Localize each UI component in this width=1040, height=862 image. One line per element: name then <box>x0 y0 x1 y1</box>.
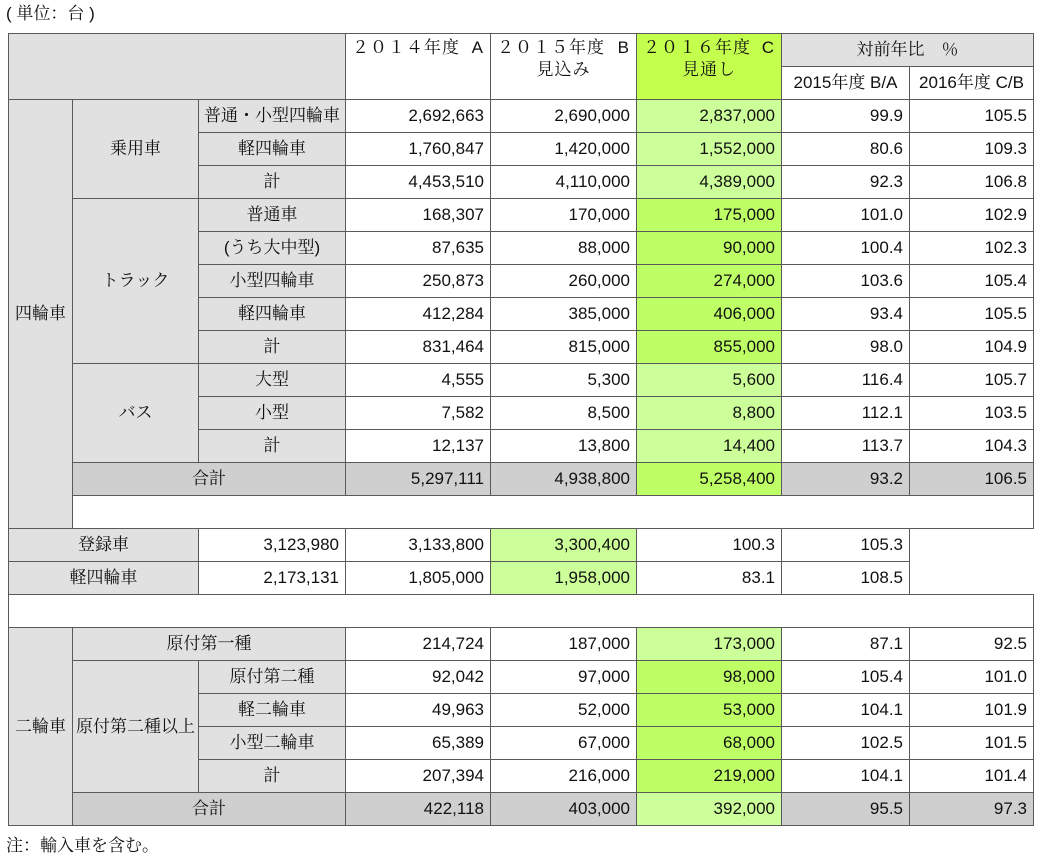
cell-ratio-cb: 105.5 <box>910 100 1034 133</box>
cell-2015: 403,000 <box>491 793 637 826</box>
cell-2015: 1,805,000 <box>346 562 491 595</box>
cell-ratio-ba: 104.1 <box>782 760 910 793</box>
group-bus: バス <box>73 364 199 463</box>
cell-ratio-ba: 113.7 <box>782 430 910 463</box>
cell-2016: 5,600 <box>637 364 782 397</box>
table-row <box>9 628 1034 661</box>
cell-ratio-ba: 104.1 <box>782 694 910 727</box>
spacer-row <box>9 496 1034 529</box>
section-spacer-row <box>9 595 1034 628</box>
header-2014-letter: A <box>471 38 484 57</box>
production-outlook-table <box>8 33 1034 826</box>
cell-2016: 14,400 <box>637 430 782 463</box>
cell-2014: 422,118 <box>346 793 491 826</box>
group-four-wheel: 四輪車 <box>9 100 73 529</box>
cell-ratio-cb: 105.4 <box>910 265 1034 298</box>
table-row <box>9 199 1034 232</box>
cell-ratio-ba: 93.4 <box>782 298 910 331</box>
cell-2015: 815,000 <box>491 331 637 364</box>
cell-2016: 1,958,000 <box>491 562 637 595</box>
table-row <box>9 529 1034 562</box>
row-label: 軽四輪車 <box>9 562 199 595</box>
header-2016-letter: C <box>761 38 775 57</box>
cell-ratio-cb: 105.7 <box>910 364 1034 397</box>
cell-ratio-ba: 93.2 <box>782 463 910 496</box>
cell-ratio-ba: 101.0 <box>782 199 910 232</box>
cell-ratio-cb: 104.9 <box>910 331 1034 364</box>
cell-2014: 207,394 <box>346 760 491 793</box>
cell-2015: 4,110,000 <box>491 166 637 199</box>
cell-2016: 1,552,000 <box>637 133 782 166</box>
header-ratio-cb: 2016年度 C/B <box>910 67 1034 100</box>
header-blank <box>9 34 346 100</box>
table-row-total <box>9 463 1034 496</box>
row-label: 合計 <box>73 463 346 496</box>
cell-2015: 52,000 <box>491 694 637 727</box>
cell-2014: 1,760,847 <box>346 133 491 166</box>
header-2016 <box>637 34 782 100</box>
table-row-total <box>9 793 1034 826</box>
cell-2015: 97,000 <box>491 661 637 694</box>
cell-ratio-ba: 98.0 <box>782 331 910 364</box>
cell-2016: 406,000 <box>637 298 782 331</box>
cell-2014: 92,042 <box>346 661 491 694</box>
cell-ratio-cb: 106.8 <box>910 166 1034 199</box>
cell-2016: 274,000 <box>637 265 782 298</box>
row-label: 計 <box>199 430 346 463</box>
cell-ratio-ba: 83.1 <box>637 562 782 595</box>
cell-ratio-ba: 80.6 <box>782 133 910 166</box>
cell-2015: 260,000 <box>491 265 637 298</box>
cell-2015: 8,500 <box>491 397 637 430</box>
cell-ratio-ba: 87.1 <box>782 628 910 661</box>
cell-2014: 3,123,980 <box>199 529 346 562</box>
cell-ratio-cb: 97.3 <box>910 793 1034 826</box>
header-2014-label: ２０１４年度 <box>352 38 460 57</box>
cell-2016: 8,800 <box>637 397 782 430</box>
row-label: 計 <box>199 166 346 199</box>
header-ratio-ba: 2015年度 B/A <box>782 67 910 100</box>
cell-ratio-ba: 99.9 <box>782 100 910 133</box>
header-2015-label: ２０１５年度 <box>497 38 605 57</box>
row-label: 普通車 <box>199 199 346 232</box>
cell-ratio-cb: 106.5 <box>910 463 1034 496</box>
group-gentsuki2-up: 原付第二種以上 <box>73 661 199 793</box>
header-2016-label: ２０１６年度 <box>643 38 751 57</box>
cell-2014: 214,724 <box>346 628 491 661</box>
cell-2014: 4,555 <box>346 364 491 397</box>
cell-2016: 90,000 <box>637 232 782 265</box>
cell-2016: 175,000 <box>637 199 782 232</box>
row-label: 軽四輪車 <box>199 133 346 166</box>
row-label: 計 <box>199 331 346 364</box>
table-row <box>9 562 1034 595</box>
header-row-1 <box>9 34 1034 67</box>
cell-2016: 392,000 <box>637 793 782 826</box>
cell-ratio-cb: 92.5 <box>910 628 1034 661</box>
cell-2016: 5,258,400 <box>637 463 782 496</box>
cell-ratio-ba: 102.5 <box>782 727 910 760</box>
cell-2014: 12,137 <box>346 430 491 463</box>
cell-2015: 2,690,000 <box>491 100 637 133</box>
cell-2016: 855,000 <box>637 331 782 364</box>
cell-2015: 170,000 <box>491 199 637 232</box>
group-two-wheel: 二輪車 <box>9 628 73 826</box>
cell-2014: 2,692,663 <box>346 100 491 133</box>
table-row <box>9 661 1034 694</box>
row-label: (うち大中型) <box>199 232 346 265</box>
row-label: 普通・小型四輪車 <box>199 100 346 133</box>
cell-ratio-cb: 103.5 <box>910 397 1034 430</box>
row-label: 計 <box>199 760 346 793</box>
row-label: 原付第二種 <box>199 661 346 694</box>
row-label: 合計 <box>73 793 346 826</box>
cell-ratio-cb: 101.0 <box>910 661 1034 694</box>
header-2015 <box>491 34 637 100</box>
cell-ratio-cb: 101.9 <box>910 694 1034 727</box>
cell-2014: 168,307 <box>346 199 491 232</box>
cell-ratio-cb: 105.5 <box>910 298 1034 331</box>
row-label: 軽四輪車 <box>199 298 346 331</box>
cell-2014: 5,297,111 <box>346 463 491 496</box>
row-label: 小型四輪車 <box>199 265 346 298</box>
cell-ratio-ba: 116.4 <box>782 364 910 397</box>
cell-2014: 49,963 <box>346 694 491 727</box>
header-2015-sub: 見込み <box>536 60 591 79</box>
cell-2014: 7,582 <box>346 397 491 430</box>
footnote: 注：輸入車を含む。 <box>6 836 159 855</box>
cell-2014: 250,873 <box>346 265 491 298</box>
unit-label: ( 単位：台 ) <box>6 4 95 23</box>
cell-2014: 4,453,510 <box>346 166 491 199</box>
group-truck: トラック <box>73 199 199 364</box>
cell-ratio-cb: 101.5 <box>910 727 1034 760</box>
cell-2016: 173,000 <box>637 628 782 661</box>
cell-ratio-cb: 102.9 <box>910 199 1034 232</box>
cell-2016: 2,837,000 <box>637 100 782 133</box>
header-2016-sub: 見通し <box>682 60 736 79</box>
cell-ratio-ba: 95.5 <box>782 793 910 826</box>
cell-ratio-ba: 103.6 <box>782 265 910 298</box>
cell-2016: 98,000 <box>637 661 782 694</box>
row-label: 小型 <box>199 397 346 430</box>
cell-2015: 385,000 <box>491 298 637 331</box>
cell-2014: 2,173,131 <box>199 562 346 595</box>
cell-2015: 13,800 <box>491 430 637 463</box>
group-passenger: 乗用車 <box>73 100 199 199</box>
cell-ratio-cb: 109.3 <box>910 133 1034 166</box>
cell-2015: 3,133,800 <box>346 529 491 562</box>
row-label: 大型 <box>199 364 346 397</box>
cell-2014: 412,284 <box>346 298 491 331</box>
cell-2014: 831,464 <box>346 331 491 364</box>
cell-2014: 65,389 <box>346 727 491 760</box>
cell-ratio-ba: 100.4 <box>782 232 910 265</box>
table-row <box>9 364 1034 397</box>
cell-2016: 4,389,000 <box>637 166 782 199</box>
header-2015-letter: B <box>617 38 630 57</box>
cell-ratio-cb: 108.5 <box>782 562 910 595</box>
cell-2016: 219,000 <box>637 760 782 793</box>
row-label: 軽二輪車 <box>199 694 346 727</box>
row-label: 小型二輪車 <box>199 727 346 760</box>
cell-ratio-cb: 104.3 <box>910 430 1034 463</box>
cell-ratio-ba: 105.4 <box>782 661 910 694</box>
cell-ratio-ba: 112.1 <box>782 397 910 430</box>
cell-2014: 87,635 <box>346 232 491 265</box>
cell-2015: 5,300 <box>491 364 637 397</box>
header-2014 <box>346 34 491 100</box>
cell-2015: 67,000 <box>491 727 637 760</box>
header-ratio: 対前年比 ％ <box>782 34 1034 67</box>
row-label: 登録車 <box>9 529 199 562</box>
cell-2015: 1,420,000 <box>491 133 637 166</box>
cell-ratio-ba: 92.3 <box>782 166 910 199</box>
section-spacer-cell <box>9 595 1034 628</box>
cell-2016: 53,000 <box>637 694 782 727</box>
cell-2015: 4,938,800 <box>491 463 637 496</box>
cell-2016: 3,300,400 <box>491 529 637 562</box>
cell-2015: 88,000 <box>491 232 637 265</box>
cell-ratio-cb: 105.3 <box>782 529 910 562</box>
row-label: 原付第一種 <box>73 628 346 661</box>
cell-ratio-cb: 101.4 <box>910 760 1034 793</box>
table-row <box>9 100 1034 133</box>
cell-2016: 68,000 <box>637 727 782 760</box>
spacer-cell <box>73 496 1034 529</box>
cell-ratio-ba: 100.3 <box>637 529 782 562</box>
cell-2015: 187,000 <box>491 628 637 661</box>
cell-ratio-cb: 102.3 <box>910 232 1034 265</box>
cell-2015: 216,000 <box>491 760 637 793</box>
